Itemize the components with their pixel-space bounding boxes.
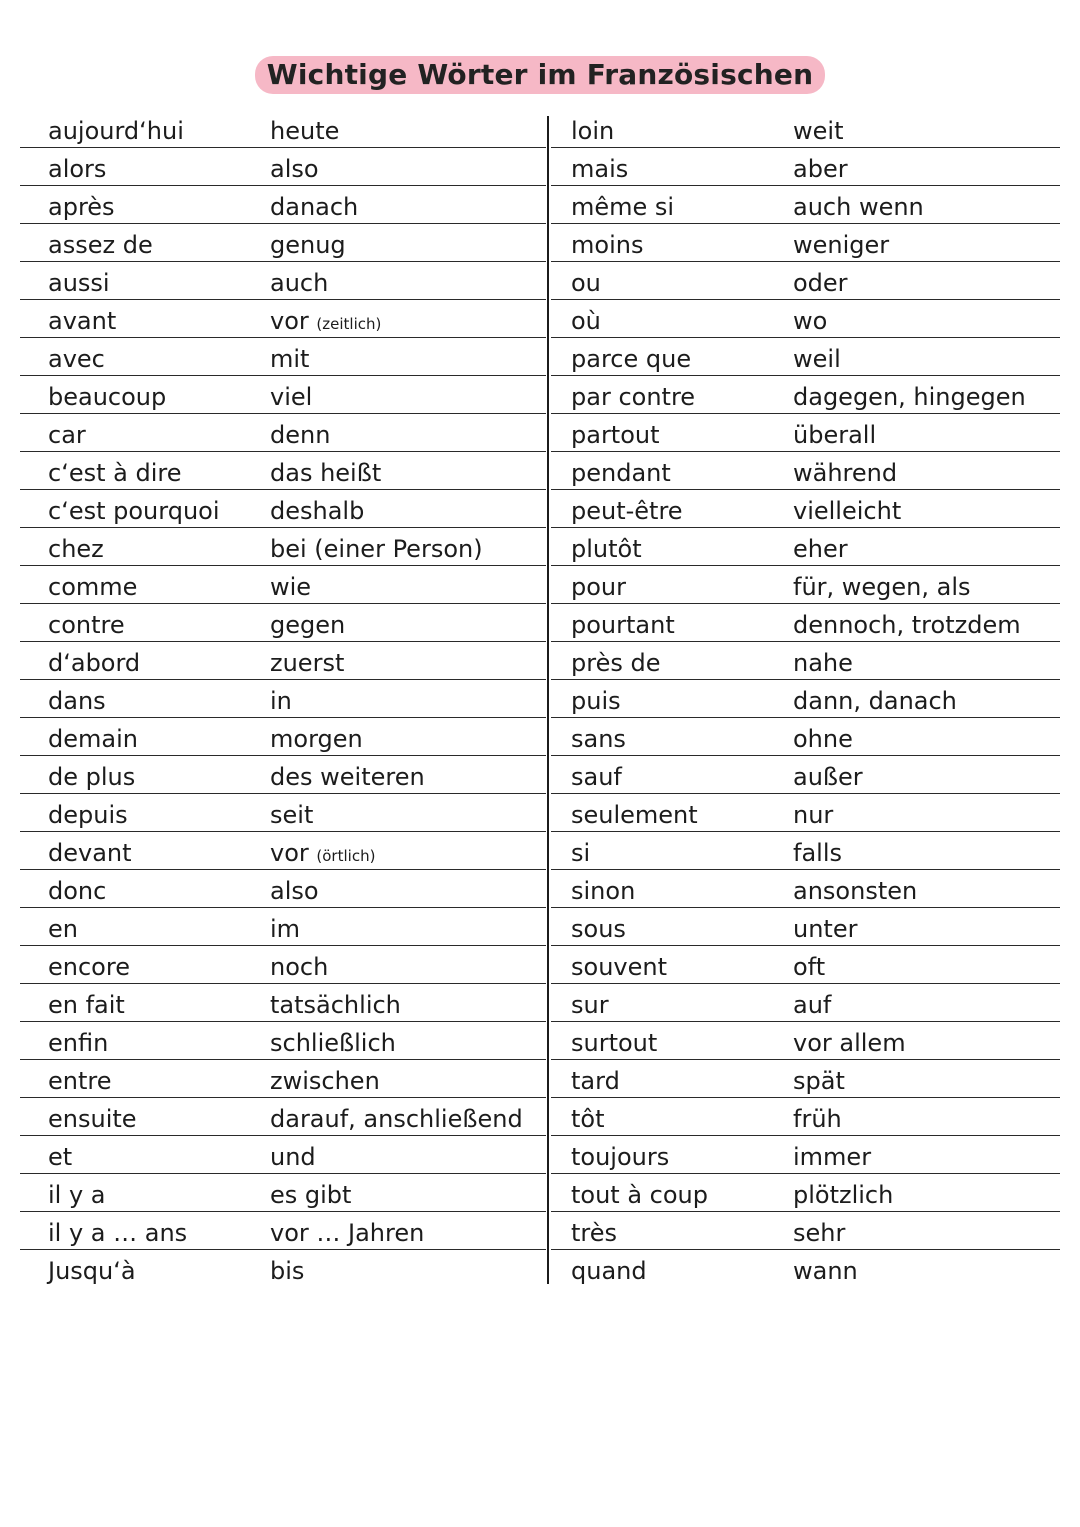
vocab-row: [551, 604, 1060, 642]
german-translation: [270, 112, 339, 150]
german-word: weniger: [793, 231, 890, 259]
french-word: devant: [48, 839, 132, 867]
vocab-column-right: [551, 110, 1060, 1288]
page-title: Wichtige Wörter im Französischen: [255, 56, 825, 94]
german-word: denn: [270, 421, 331, 449]
german-translation: [793, 416, 876, 454]
german-translation: [793, 188, 924, 226]
german-translation: [793, 1024, 906, 1062]
french-word: enfin: [48, 1029, 109, 1057]
german-word: plötzlich: [793, 1181, 894, 1209]
french-word: en fait: [48, 991, 125, 1019]
german-word: wann: [793, 1257, 858, 1285]
german-word: bei (einer Person): [270, 535, 483, 563]
vocab-row: [551, 984, 1060, 1022]
french-word: où: [571, 307, 601, 335]
german-translation: [270, 454, 381, 492]
vocab-row: [551, 1212, 1060, 1250]
german-translation: [793, 1100, 842, 1138]
french-word: mais: [571, 155, 629, 183]
french-word: encore: [48, 953, 130, 981]
german-word: falls: [793, 839, 842, 867]
vocab-row: [551, 224, 1060, 262]
french-word: tout à coup: [571, 1181, 709, 1209]
french-word: ensuite: [48, 1105, 137, 1133]
german-word: oder: [793, 269, 848, 297]
german-word: vor: [270, 307, 309, 335]
vocab-row: [551, 490, 1060, 528]
vocab-row: [20, 148, 546, 186]
german-translation: [793, 986, 831, 1024]
german-translation: [793, 454, 897, 492]
german-translation: [793, 872, 917, 910]
french-word: d‘abord: [48, 649, 141, 677]
french-word: sinon: [571, 877, 636, 905]
german-word: zuerst: [270, 649, 345, 677]
german-translation: [270, 226, 346, 264]
vocab-row: [20, 642, 546, 680]
french-word: toujours: [571, 1143, 670, 1171]
german-translation: [793, 1214, 845, 1252]
german-translation: [270, 530, 483, 568]
german-word: heute: [270, 117, 340, 145]
vocab-row: [551, 338, 1060, 376]
french-word: tôt: [571, 1105, 605, 1133]
vocab-row: [20, 376, 546, 414]
german-word: ohne: [793, 725, 853, 753]
vocab-row: [20, 414, 546, 452]
german-translation: [793, 340, 841, 378]
vocab-row: [20, 566, 546, 604]
german-translation: [793, 226, 889, 264]
german-translation: [270, 378, 312, 416]
german-translation: [793, 1252, 858, 1290]
german-word: dann, danach: [793, 687, 957, 715]
german-word: noch: [270, 953, 329, 981]
german-translation: [270, 720, 363, 758]
vocab-row: [20, 604, 546, 642]
german-word: morgen: [270, 725, 363, 753]
vocab-row: [20, 452, 546, 490]
german-translation: [270, 1176, 351, 1214]
german-translation: [793, 150, 848, 188]
french-word: dans: [48, 687, 106, 715]
vocab-row: [20, 300, 546, 338]
vocab-row: [551, 110, 1060, 148]
german-word: dagegen, hingegen: [793, 383, 1026, 411]
french-word: entre: [48, 1067, 112, 1095]
usage-note: (zeitlich): [316, 315, 382, 333]
german-word: weil: [793, 345, 841, 373]
vocab-row: [551, 794, 1060, 832]
vocab-column-left: [20, 110, 546, 1288]
vocab-row: [551, 832, 1060, 870]
usage-note: (örtlich): [316, 847, 376, 865]
german-translation: [793, 682, 957, 720]
vocab-row: [20, 110, 546, 148]
german-word: schließlich: [270, 1029, 396, 1057]
french-word: si: [571, 839, 591, 867]
french-word: comme: [48, 573, 138, 601]
german-translation: [793, 796, 833, 834]
vocab-row: [20, 1174, 546, 1212]
german-word: seit: [270, 801, 314, 829]
vocab-row: [20, 490, 546, 528]
german-translation: [270, 1252, 304, 1290]
french-word: partout: [571, 421, 660, 449]
german-translation: [270, 1062, 380, 1100]
vocab-row: [20, 1060, 546, 1098]
vocab-row: [551, 1098, 1060, 1136]
french-word: demain: [48, 725, 138, 753]
french-word: contre: [48, 611, 125, 639]
german-translation: [793, 492, 901, 530]
vocab-row: [551, 1022, 1060, 1060]
french-word: sur: [571, 991, 609, 1019]
french-word: ou: [571, 269, 601, 297]
german-word: wo: [793, 307, 828, 335]
french-word: avec: [48, 345, 105, 373]
german-word: sehr: [793, 1219, 846, 1247]
vocab-row: [551, 870, 1060, 908]
vocab-row: [551, 452, 1060, 490]
german-word: mit: [270, 345, 310, 373]
german-word: also: [270, 877, 319, 905]
vocab-row: [20, 984, 546, 1022]
german-translation: [793, 112, 843, 150]
vocab-row: [551, 566, 1060, 604]
german-translation: [270, 606, 345, 644]
french-word: Jusqu‘à: [48, 1257, 136, 1285]
german-word: vor: [270, 839, 309, 867]
german-translation: [270, 986, 401, 1024]
french-word: tard: [571, 1067, 620, 1095]
vocab-row: [20, 680, 546, 718]
french-word: sans: [571, 725, 626, 753]
french-word: c‘est pourquoi: [48, 497, 220, 525]
french-word: aujourd‘hui: [48, 117, 184, 145]
german-translation: [793, 758, 863, 796]
vocab-row: [551, 148, 1060, 186]
german-translation: [793, 302, 827, 340]
german-translation: [793, 1062, 845, 1100]
german-translation: [270, 682, 292, 720]
vocab-row: [551, 1250, 1060, 1288]
german-translation: [270, 492, 364, 530]
german-word: gegen: [270, 611, 346, 639]
french-word: quand: [571, 1257, 647, 1285]
vocab-row: [551, 300, 1060, 338]
german-translation: [270, 796, 313, 834]
vocab-row: [551, 186, 1060, 224]
french-word: de plus: [48, 763, 136, 791]
vocab-row: [20, 186, 546, 224]
german-translation: [270, 910, 300, 948]
german-word: nur: [793, 801, 834, 829]
german-word: bis: [270, 1257, 305, 1285]
french-word: et: [48, 1143, 73, 1171]
french-word: beaucoup: [48, 383, 167, 411]
german-word: es gibt: [270, 1181, 352, 1209]
german-translation: [793, 606, 1021, 644]
french-word: chez: [48, 535, 104, 563]
german-translation: [270, 1138, 316, 1176]
german-word: früh: [793, 1105, 842, 1133]
german-translation: [270, 872, 319, 910]
german-translation: [270, 948, 328, 986]
german-word: außer: [793, 763, 863, 791]
german-word: auf: [793, 991, 832, 1019]
vocab-row: [551, 642, 1060, 680]
french-word: sous: [571, 915, 626, 943]
french-word: par contre: [571, 383, 696, 411]
german-translation: [793, 568, 971, 606]
french-word: depuis: [48, 801, 128, 829]
column-divider: [547, 116, 549, 1284]
vocab-row: [20, 1212, 546, 1250]
german-word: tatsächlich: [270, 991, 401, 1019]
french-word: donc: [48, 877, 107, 905]
german-word: spät: [793, 1067, 845, 1095]
vocab-row: [20, 1022, 546, 1060]
vocab-row: [20, 338, 546, 376]
german-word: in: [270, 687, 292, 715]
vocab-row: [20, 946, 546, 984]
german-word: nahe: [793, 649, 853, 677]
german-word: vielleicht: [793, 497, 902, 525]
german-word: oft: [793, 953, 826, 981]
german-translation: [793, 530, 848, 568]
french-word: loin: [571, 117, 615, 145]
french-word: près de: [571, 649, 661, 677]
german-translation: [793, 264, 848, 302]
german-translation: [793, 644, 853, 682]
vocab-row: [20, 718, 546, 756]
german-word: eher: [793, 535, 848, 563]
german-word: also: [270, 155, 319, 183]
vocab-row: [551, 1136, 1060, 1174]
german-translation: [270, 264, 328, 302]
vocab-row: [551, 414, 1060, 452]
german-translation: [270, 1214, 424, 1252]
german-word: ansonsten: [793, 877, 918, 905]
french-word: puis: [571, 687, 621, 715]
vocab-row: [551, 1060, 1060, 1098]
french-word: pour: [571, 573, 626, 601]
german-word: deshalb: [270, 497, 365, 525]
vocab-row: [20, 262, 546, 300]
french-word: plutôt: [571, 535, 642, 563]
french-word: en: [48, 915, 78, 943]
vocab-row: [20, 224, 546, 262]
german-translation: [793, 910, 857, 948]
french-word: même si: [571, 193, 675, 221]
french-word: après: [48, 193, 115, 221]
french-word: pendant: [571, 459, 671, 487]
german-word: auch wenn: [793, 193, 924, 221]
german-translation: [270, 568, 311, 606]
german-word: viel: [270, 383, 313, 411]
vocab-row: [551, 718, 1060, 756]
french-word: seulement: [571, 801, 698, 829]
german-translation: [793, 1138, 871, 1176]
vocab-row: [551, 376, 1060, 414]
german-word: immer: [793, 1143, 872, 1171]
german-translation: [793, 1176, 893, 1214]
french-word: souvent: [571, 953, 667, 981]
german-word: genug: [270, 231, 346, 259]
french-word: sauf: [571, 763, 622, 791]
german-word: überall: [793, 421, 877, 449]
german-translation: [793, 378, 1026, 416]
german-word: im: [270, 915, 301, 943]
french-word: il y a … ans: [48, 1219, 188, 1247]
vocab-row: [20, 1250, 546, 1288]
vocab-row: [551, 1174, 1060, 1212]
german-translation: [270, 302, 381, 343]
german-word: vor allem: [793, 1029, 906, 1057]
french-word: très: [571, 1219, 618, 1247]
vocab-row: [551, 680, 1060, 718]
french-word: il y a: [48, 1181, 106, 1209]
german-translation: [270, 834, 375, 875]
french-word: aussi: [48, 269, 110, 297]
german-translation: [270, 188, 358, 226]
german-word: aber: [793, 155, 848, 183]
vocab-row: [551, 946, 1060, 984]
french-word: peut-être: [571, 497, 683, 525]
french-word: moins: [571, 231, 644, 259]
vocab-row: [20, 756, 546, 794]
vocab-row: [551, 908, 1060, 946]
german-translation: [270, 416, 330, 454]
german-word: vor … Jahren: [270, 1219, 425, 1247]
french-word: c‘est à dire: [48, 459, 182, 487]
vocab-row: [20, 908, 546, 946]
french-word: surtout: [571, 1029, 658, 1057]
vocab-row: [551, 262, 1060, 300]
vocab-row: [20, 870, 546, 908]
german-translation: [270, 150, 319, 188]
german-word: unter: [793, 915, 858, 943]
german-word: danach: [270, 193, 359, 221]
vocab-row: [20, 794, 546, 832]
french-word: car: [48, 421, 86, 449]
german-word: das heißt: [270, 459, 382, 487]
french-word: assez de: [48, 231, 153, 259]
german-word: auch: [270, 269, 329, 297]
german-word: darauf, anschließend: [270, 1105, 523, 1133]
german-word: für, wegen, als: [793, 573, 971, 601]
vocab-row: [20, 528, 546, 566]
german-translation: [270, 758, 425, 796]
german-word: dennoch, trotzdem: [793, 611, 1021, 639]
german-translation: [793, 720, 853, 758]
german-word: des weiteren: [270, 763, 425, 791]
vocab-row: [20, 832, 546, 870]
french-word: avant: [48, 307, 117, 335]
german-translation: [270, 644, 344, 682]
german-word: und: [270, 1143, 316, 1171]
title-wrap: [0, 56, 1080, 94]
french-word: parce que: [571, 345, 692, 373]
german-word: zwischen: [270, 1067, 380, 1095]
german-translation: [793, 948, 825, 986]
german-translation: [270, 1024, 396, 1062]
german-word: weit: [793, 117, 844, 145]
vocab-row: [20, 1136, 546, 1174]
vocab-row: [551, 756, 1060, 794]
french-word: pourtant: [571, 611, 675, 639]
german-word: wie: [270, 573, 312, 601]
german-translation: [270, 1100, 523, 1138]
vocab-row: [20, 1098, 546, 1136]
french-word: alors: [48, 155, 107, 183]
german-translation: [793, 834, 842, 872]
german-translation: [270, 340, 309, 378]
vocab-row: [551, 528, 1060, 566]
german-word: während: [793, 459, 898, 487]
